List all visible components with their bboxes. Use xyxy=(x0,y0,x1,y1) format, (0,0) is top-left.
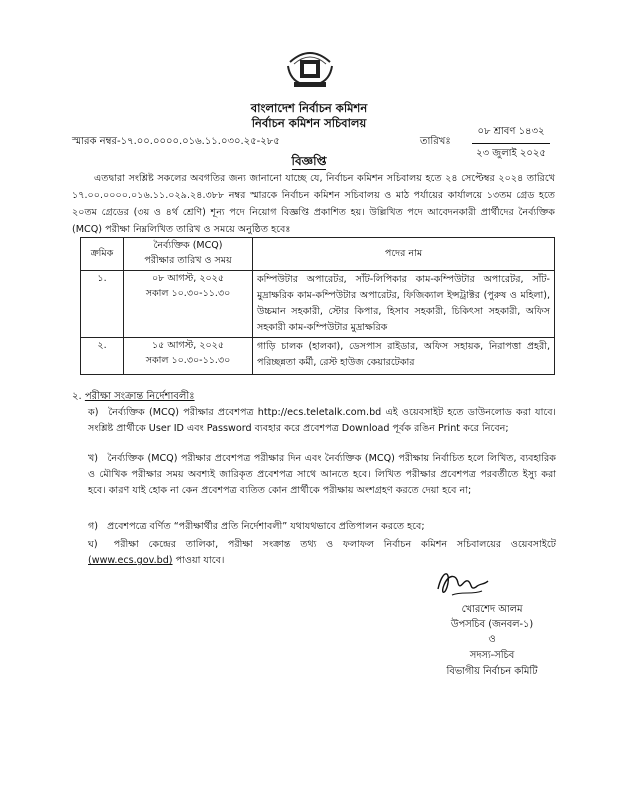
intro-paragraph: এতদ্বারা সংশ্লিষ্ট সকলের অবগতির জন্য জানানো যাচ্ছে যে, নির্বাচন কমিশন সচিবালয় হতে ২৪ সেপ্টেম্বর ২০২৪ তারিখে ১৭.০০.০০০০.০১৬.১১.০২৯.২৪.৩৮৮ নম্বর স্মারকে নির্বাচন কমিশন সচিবালয় ও মাঠ পর্যায়ের কার্যালয়ে ১৩তম গ্রেড হতে ২০তম গ্রেডের (৩য় ও ৪র্থ শ্রেণি) শূন্য পদে নিয়োগ বিজ্ঞপ্তি প্রকাশিত হয়। উল্লিখিত পদে আবেদনকারী প্রার্থীদের নৈর্ব্যক্তিক (MCQ) পরীক্ষা নিম্নলিখিত তারিখ ও সময়ে অনুষ্ঠিত হবেঃ xyxy=(72,173,555,235)
instruction-item-ga xyxy=(88,519,556,535)
row-date: ০৮ আগস্ট, ২০২৫ xyxy=(151,273,225,284)
instruction-text-post: এই ওয়েবসাইট হতে ডাউনলোড করা যাবে। সংশ্লিষ্ট প্রার্থীকে User ID এবং Password ব্যবহার করে প্রবেশপত্র Download পূর্বক রঙিন Print করে নিবেন; xyxy=(88,407,556,434)
row-datetime xyxy=(124,271,253,338)
instruction-item-kha xyxy=(88,451,556,499)
org-secretariat: নির্বাচন কমিশন সচিবালয় xyxy=(251,116,367,130)
instruction-item-ka xyxy=(88,405,556,437)
date-gregorian: ২৩ জুলাই ২০২৫ xyxy=(476,148,546,159)
row-posts: গাড়ি চালক (হালকা), ডেসপাস রাইডার, অফিস সহায়ক, নিরাপত্তা প্রহরী, পরিচ্ছন্নতা কর্মী, রেস্ট হাউজ কেয়ারটেকার xyxy=(253,338,555,375)
instruction-text: নৈর্ব্যক্তিক (MCQ) পরীক্ষার প্রবেশপত্র পরীক্ষার দিন এবং নৈর্ব্যক্তিক (MCQ) পরীক্ষায় নির্বাচিত হলে লিখিত, ব্যবহারিক ও মৌখিক পরীক্ষার সময় অবশ্যই জারিকৃত প্রবেশপত্র সাথে আনতে হবে। লিখিত পরীক্ষার প্রবেশপত্র পরবর্তীতে ইস্যু করা হবে। কারণ যাই হোক না কেন প্রবেশপত্র ব্যতিত কোন প্রার্থীকে পরীক্ষায় অংশগ্রহণ করতে দেয়া হবে না; xyxy=(88,453,556,496)
instructions-number: ২. xyxy=(72,391,82,402)
signer-designation: উপসচিব (জনবল-১) xyxy=(450,619,534,630)
table-row xyxy=(81,271,555,338)
instructions-heading xyxy=(72,389,195,406)
memo-number: স্মারক নম্বর-১৭.০০.০০০০.০১৬.১১.০৩০.২৫-২৮৫ xyxy=(72,136,280,147)
header-exam-line1: নৈর্ব্যক্তিক (MCQ) xyxy=(153,240,223,251)
signer-role: সদস্য-সচিব xyxy=(469,650,515,661)
instructions-title: পরীক্ষা সংক্রান্ত নির্দেশাবলীঃ xyxy=(84,391,195,402)
row-serial: ১. xyxy=(81,271,124,338)
instruction-label: ক) xyxy=(88,407,99,418)
instruction-text-pre: নৈর্ব্যক্তিক (MCQ) পরীক্ষার প্রবেশপত্র xyxy=(108,407,258,418)
header-posts: পদের নাম xyxy=(253,238,555,271)
row-serial: ২. xyxy=(81,338,124,375)
signer-conjunction: ও xyxy=(488,634,496,645)
teletalk-link[interactable]: http://ecs.teletalk.com.bd xyxy=(257,407,382,418)
notice-title-text: বিজ্ঞপ্তি xyxy=(291,154,327,168)
table-header-row xyxy=(81,238,555,271)
signer-committee: বিভাগীয় নির্বাচন কমিটি xyxy=(446,666,538,677)
instruction-text: প্রবেশপত্রে বর্ণিত “পরীক্ষার্থীর প্রতি নির্দেশাবলী” যথাযথভাবে প্রতিপালন করতে হবে; xyxy=(107,521,425,532)
election-commission-logo-icon xyxy=(280,42,340,90)
row-time: সকাল ১০.৩০-১১.৩০ xyxy=(145,355,231,366)
handwritten-signature-icon xyxy=(432,565,492,601)
row-datetime xyxy=(124,338,253,375)
header-exam-date xyxy=(124,238,253,271)
exam-schedule-table xyxy=(80,237,555,375)
row-posts: কম্পিউটার অপারেটর, সাঁট-লিপিকার কাম-কম্পিউটার অপারেটর, সাঁট-মুদ্রাক্ষরিক কাম-কম্পিউটার অপারেটর, ফিজিক্যাল ইন্সট্রাক্টর (পুরুষ ও মহিলা), উচ্চমান সহকারী, স্টোর কিপার, হিসাব সহকারী, চিকিৎসা সহকারী, অফিস সহকারী কাম-কম্পিউটার মুদ্রাক্ষরিক xyxy=(253,271,555,338)
instruction-text-pre: পরীক্ষা কেন্দ্রের তালিকা, পরীক্ষা সংক্রান্ত তথ্য ও ফলাফল নির্বাচন কমিশন সচিবালয়ের ওয়েবসাইটে xyxy=(113,539,556,550)
instruction-label: খ) xyxy=(88,453,99,464)
date-bangla: ০৮ শ্রাবণ ১৪৩২ xyxy=(472,124,550,144)
row-time: সকাল ১০.৩০-১১.৩০ xyxy=(145,288,231,299)
signer-name: খোরশেদ আলম xyxy=(461,604,523,615)
header-serial: ক্রমিক xyxy=(81,238,124,271)
instruction-label: ঘ) xyxy=(88,539,98,550)
header-exam-line2: পরীক্ষার তারিখ ও সময় xyxy=(144,255,232,266)
table-row xyxy=(81,338,555,375)
row-date: ১৫ আগস্ট, ২০২৫ xyxy=(151,340,224,351)
ecs-website-link[interactable]: (www.ecs.gov.bd) xyxy=(88,555,173,566)
instruction-label: গ) xyxy=(88,521,99,532)
instruction-text-post: পাওয়া যাবে। xyxy=(172,555,225,566)
org-name: বাংলাদেশ নির্বাচন কমিশন xyxy=(250,101,368,115)
date-label: তারিখঃ xyxy=(420,136,451,147)
